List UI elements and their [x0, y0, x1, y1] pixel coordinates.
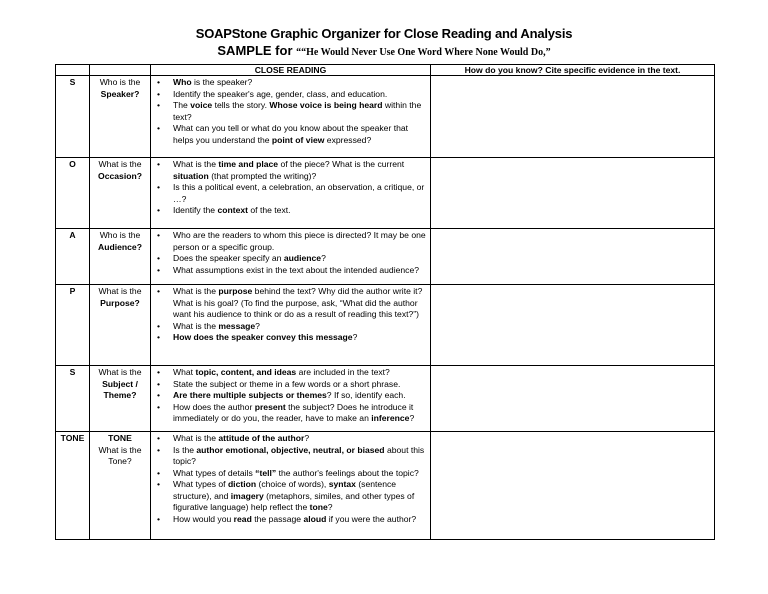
text: ? — [409, 413, 415, 423]
text: Identify the speaker's age, gender, class, and education. — [173, 88, 388, 99]
row-question-head: TONE — [108, 433, 132, 443]
list-item — [155, 321, 428, 333]
list-item — [155, 402, 428, 425]
list-item — [155, 89, 428, 101]
bold-text: topic, content, and ideas — [195, 367, 297, 377]
text: tells the story. — [212, 100, 270, 110]
bold-text: voice — [190, 100, 213, 110]
bullet-list — [155, 230, 428, 276]
list-item — [155, 479, 428, 514]
bold-text: present — [254, 401, 286, 412]
bullet-list — [155, 159, 428, 217]
text: ? — [255, 320, 260, 331]
page-subtitle — [0, 42, 768, 62]
row-question-pre: Who is the — [99, 77, 141, 87]
text: expressed? — [324, 134, 372, 145]
text: (sentence structure), and — [173, 479, 397, 501]
row-letter: S — [56, 366, 90, 432]
list-item — [155, 182, 428, 205]
bold-text: aloud — [303, 513, 327, 524]
bold-text: Are there multiple subjects or themes — [173, 390, 327, 400]
text: What can you tell or what do you know about the speaker that helps you understand the — [173, 123, 409, 145]
text: How would you — [173, 513, 234, 524]
header-close-reading: CLOSE READING — [151, 65, 431, 76]
bold-text: point of view — [271, 134, 325, 145]
row-close-reading — [151, 229, 431, 285]
text: of the text. — [248, 205, 291, 215]
text: What — [173, 367, 196, 377]
row-letter: TONE — [56, 432, 90, 540]
list-item — [155, 468, 428, 480]
text: Is this a political event, a celebration, an observation, a critique, or …? — [173, 182, 425, 204]
bold-text: Whose voice is being heard — [269, 100, 383, 110]
row-evidence[interactable] — [431, 285, 715, 366]
row-question-pre: Who is the — [99, 230, 141, 240]
bold-text: How does the speaker convey this message — [173, 332, 353, 342]
text: Who are the readers to whom this piece is directed? It may be one person or a specific group. — [173, 230, 426, 252]
bold-text: inference — [371, 413, 410, 423]
text: ? — [321, 253, 326, 263]
list-item — [155, 265, 428, 277]
bullet-list — [155, 77, 428, 146]
bold-text: read — [233, 513, 252, 524]
row-question-pre: What is the — [98, 159, 142, 169]
row-question — [90, 158, 151, 229]
bullet-list — [155, 286, 428, 344]
row-question-term: Speaker? — [100, 88, 140, 99]
text: What is the — [173, 320, 219, 331]
table-row — [56, 229, 715, 285]
soapstone-table — [55, 64, 715, 540]
table-body — [56, 76, 715, 540]
list-item — [155, 367, 428, 379]
text: ? If so, identify each. — [326, 390, 406, 400]
list-item — [155, 514, 428, 526]
bold-text: purpose — [218, 286, 253, 296]
row-question — [90, 229, 151, 285]
bullet-list — [155, 367, 428, 425]
table-row — [56, 366, 715, 432]
bold-text: diction — [227, 479, 257, 489]
row-evidence[interactable] — [431, 229, 715, 285]
table-row — [56, 76, 715, 158]
row-question-pre: What is the — [98, 367, 142, 377]
row-letter: A — [56, 229, 90, 285]
list-item — [155, 379, 428, 391]
list-item — [155, 433, 428, 445]
text: if you were the author? — [326, 513, 417, 524]
text: are included in the text? — [296, 367, 390, 377]
bold-text: syntax — [328, 479, 356, 489]
text: ? — [352, 332, 358, 342]
bold-text: attitude of the author — [218, 433, 305, 443]
row-question — [90, 285, 151, 366]
text: Identify the — [173, 205, 218, 215]
list-item — [155, 286, 428, 321]
row-close-reading — [151, 158, 431, 229]
list-item — [155, 100, 428, 123]
bold-text: “tell” — [255, 467, 277, 478]
row-evidence[interactable] — [431, 76, 715, 158]
row-question — [90, 432, 151, 540]
row-question-term: Tone? — [108, 456, 132, 466]
text: What is the — [173, 159, 219, 169]
subtitle-prefix: SAMPLE for — [217, 43, 297, 58]
row-question-term: Occasion? — [98, 170, 142, 181]
text: Is the — [173, 444, 197, 455]
bold-text: tone — [309, 502, 328, 512]
bold-text: audience — [283, 253, 322, 263]
list-item — [155, 253, 428, 265]
bold-text: message — [218, 320, 256, 331]
row-question — [90, 366, 151, 432]
text: within the text? — [173, 100, 422, 122]
row-question-term: Purpose? — [100, 297, 140, 308]
page-title: SOAPStone Graphic Organizer for Close Reading and Analysis — [195, 26, 573, 41]
list-item — [155, 230, 428, 253]
text: What assumptions exist in the text about the intended audience? — [173, 264, 420, 275]
text: about this topic? — [173, 444, 425, 466]
bold-text: time and place — [218, 159, 279, 169]
bullet-list — [155, 433, 428, 525]
header-blank-2 — [90, 65, 151, 76]
text: (metaphors, similes, and other types of figurative language) help reflect the — [173, 490, 415, 512]
table-row — [56, 285, 715, 366]
row-letter: S — [56, 76, 90, 158]
list-item — [155, 205, 428, 217]
text: the author's feelings about the topic? — [276, 467, 419, 478]
list-item — [155, 445, 428, 468]
bold-text: author emotional, objective, neutral, or biased — [196, 444, 385, 455]
text: ? — [327, 502, 333, 512]
list-item — [155, 123, 428, 146]
list-item — [155, 390, 428, 402]
header-row — [56, 65, 715, 76]
row-evidence[interactable] — [431, 432, 715, 540]
row-close-reading — [151, 76, 431, 158]
row-question-term: Audience? — [98, 241, 142, 252]
row-question-term: Subject / Theme? — [102, 378, 138, 400]
row-question-pre: What is the — [98, 286, 142, 296]
table-row — [56, 158, 715, 229]
row-close-reading — [151, 432, 431, 540]
text: behind the text? Why did the author write it? What is his goal? (To find the purpose, ask, “What did the author want his audience to think or do as a result of reading this text?”) — [173, 286, 423, 319]
text: (choice of words), — [256, 479, 329, 489]
text: What is the — [173, 286, 219, 296]
text: (that prompted the writing)? — [208, 170, 317, 181]
row-close-reading — [151, 366, 431, 432]
list-item — [155, 332, 428, 344]
row-evidence[interactable] — [431, 158, 715, 229]
row-letter: P — [56, 285, 90, 366]
bold-text: situation — [173, 170, 209, 181]
text: ? — [304, 433, 310, 443]
text: Does the speaker specify an — [173, 253, 284, 263]
text: What is the — [173, 433, 219, 443]
row-question — [90, 76, 151, 158]
header-evidence: How do you know? Cite specific evidence in the text. — [431, 65, 715, 76]
list-item — [155, 159, 428, 182]
row-question-pre: What is the — [98, 444, 142, 455]
bold-text: imagery — [230, 490, 264, 501]
text: of the piece? What is the current — [278, 159, 405, 169]
text: is the speaker? — [191, 77, 253, 87]
bold-text: context — [217, 205, 248, 215]
table-row — [56, 432, 715, 540]
row-evidence[interactable] — [431, 366, 715, 432]
subtitle-quote: ““He Would Never Use One Word Where None Would Do,” — [296, 47, 551, 58]
text: What types of details — [173, 467, 256, 478]
list-item — [155, 77, 428, 89]
text: The — [173, 100, 191, 110]
header-blank-1 — [56, 65, 90, 76]
row-letter: O — [56, 158, 90, 229]
row-close-reading — [151, 285, 431, 366]
text: the subject? Does he introduce it immediately or do you, the reader, have to make an — [173, 401, 414, 423]
text: How does the author — [173, 401, 255, 412]
text: What types of — [173, 479, 228, 489]
text: State the subject or theme in a few words or a short phrase. — [173, 378, 401, 389]
bold-text: Who — [173, 77, 192, 87]
text: the passage — [251, 513, 304, 524]
